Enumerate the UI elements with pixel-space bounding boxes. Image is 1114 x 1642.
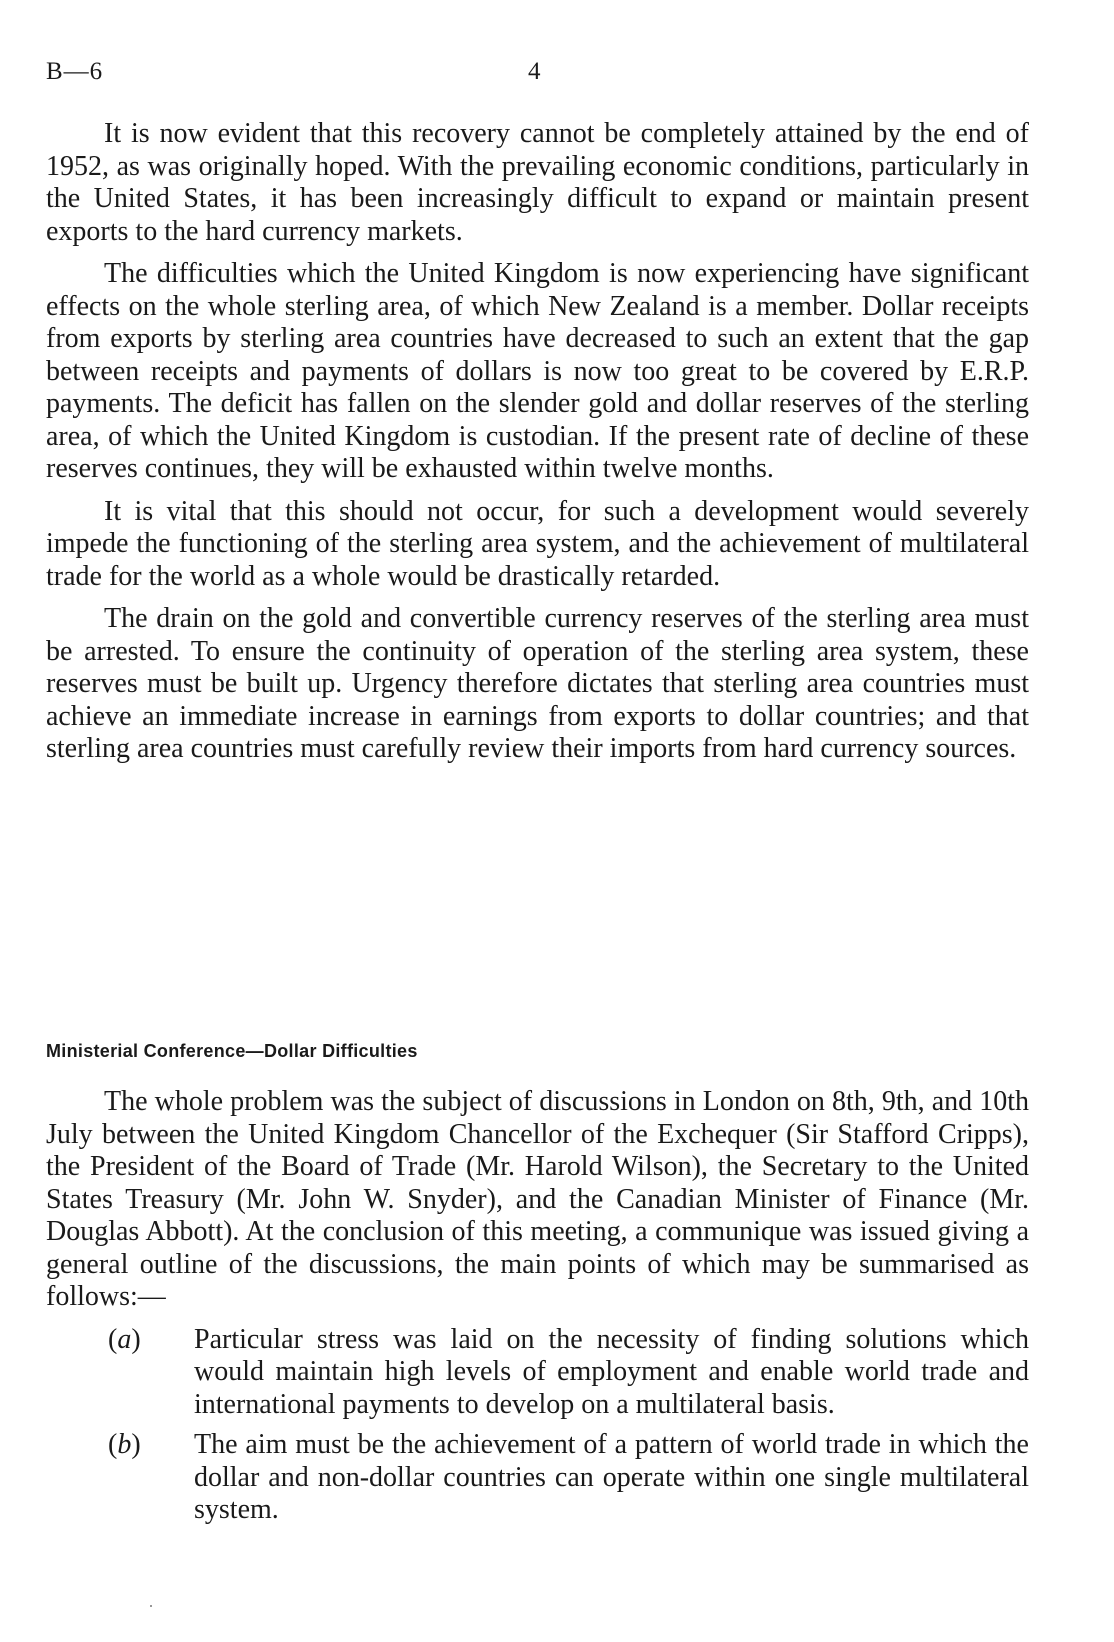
list-marker: (b) — [108, 1429, 141, 1460]
list-item — [46, 1429, 1029, 1527]
list-item-text: Particular stress was laid on the necessity of finding solutions which would maintain high levels of employment and enable world trade and international payments to develop on a multilateral basis. — [194, 1323, 1029, 1420]
list-item — [46, 1324, 1029, 1422]
paragraph-drain: The drain on the gold and convertible currency reserves of the sterling area must be arrested. To ensure the continuity of operation of the sterling area system, these reserves must be built up. Urgency therefore dictates that sterling area countries must achieve an immediate increase in earnings from exports to dollar countries; and that sterling area countries must carefully review their imports from hard currency sources. — [46, 603, 1029, 764]
page-number: 4 — [528, 58, 541, 85]
paragraph-conference: The whole problem was the subject of discussions in London on 8th, 9th, and 10th July between the United Kingdom Chancellor of the Exchequer (Sir Stafford Cripps), the President of the Board of Trade (Mr. Harold Wilson), the Secretary to the United States Treasury (Mr. John W. Snyder), and the Canadian Minister of Finance (Mr. Douglas Abbott). At the conclusion of this meeting, a communique was issued giving a general outline of the discussions, the main points of which may be summarised as follows:— — [46, 1086, 1029, 1312]
paragraph-vital: It is vital that this should not occur, for such a development would severely impede the functioning of the sterling area system, and the achievement of multilateral trade for the world as a whole would be drastically retarded. — [46, 495, 1029, 592]
body-text-top — [46, 118, 1029, 776]
paragraph-recovery: It is now evident that this recovery cannot be completely attained by the end of 1952, as was originally hoped. With the prevailing economic conditions, particularly in the United States, it has been increasingly difficult to expand or maintain present exports to the hard currency markets. — [46, 118, 1029, 247]
list-item-text: The aim must be the achievement of a pattern of world trade in which the dollar and non-dollar countries can operate within one single multilateral system. — [194, 1429, 1029, 1525]
body-text-section — [46, 1086, 1029, 1535]
list-marker: (a) — [108, 1323, 141, 1355]
paragraph-sterling-area: The difficulties which the United Kingdom is now experiencing have significant effects on the whole sterling area, of which New Zealand is a member. Dollar receipts from exports by sterling area countries have decreased to such an extent that the gap between receipts and payments of dollars is now too great to be covered by E.R.P. payments. The deficit has fallen on the slender gold and dollar reserves of the sterling area, of which the United Kingdom is custodian. If the present rate of decline of these reserves continues, they will be exhausted within twelve months. — [46, 258, 1029, 484]
page-reference: B—6 — [46, 58, 104, 85]
section-heading: Ministerial Conference—Dollar Difficulties — [46, 1041, 418, 1061]
print-speck — [150, 1605, 152, 1607]
